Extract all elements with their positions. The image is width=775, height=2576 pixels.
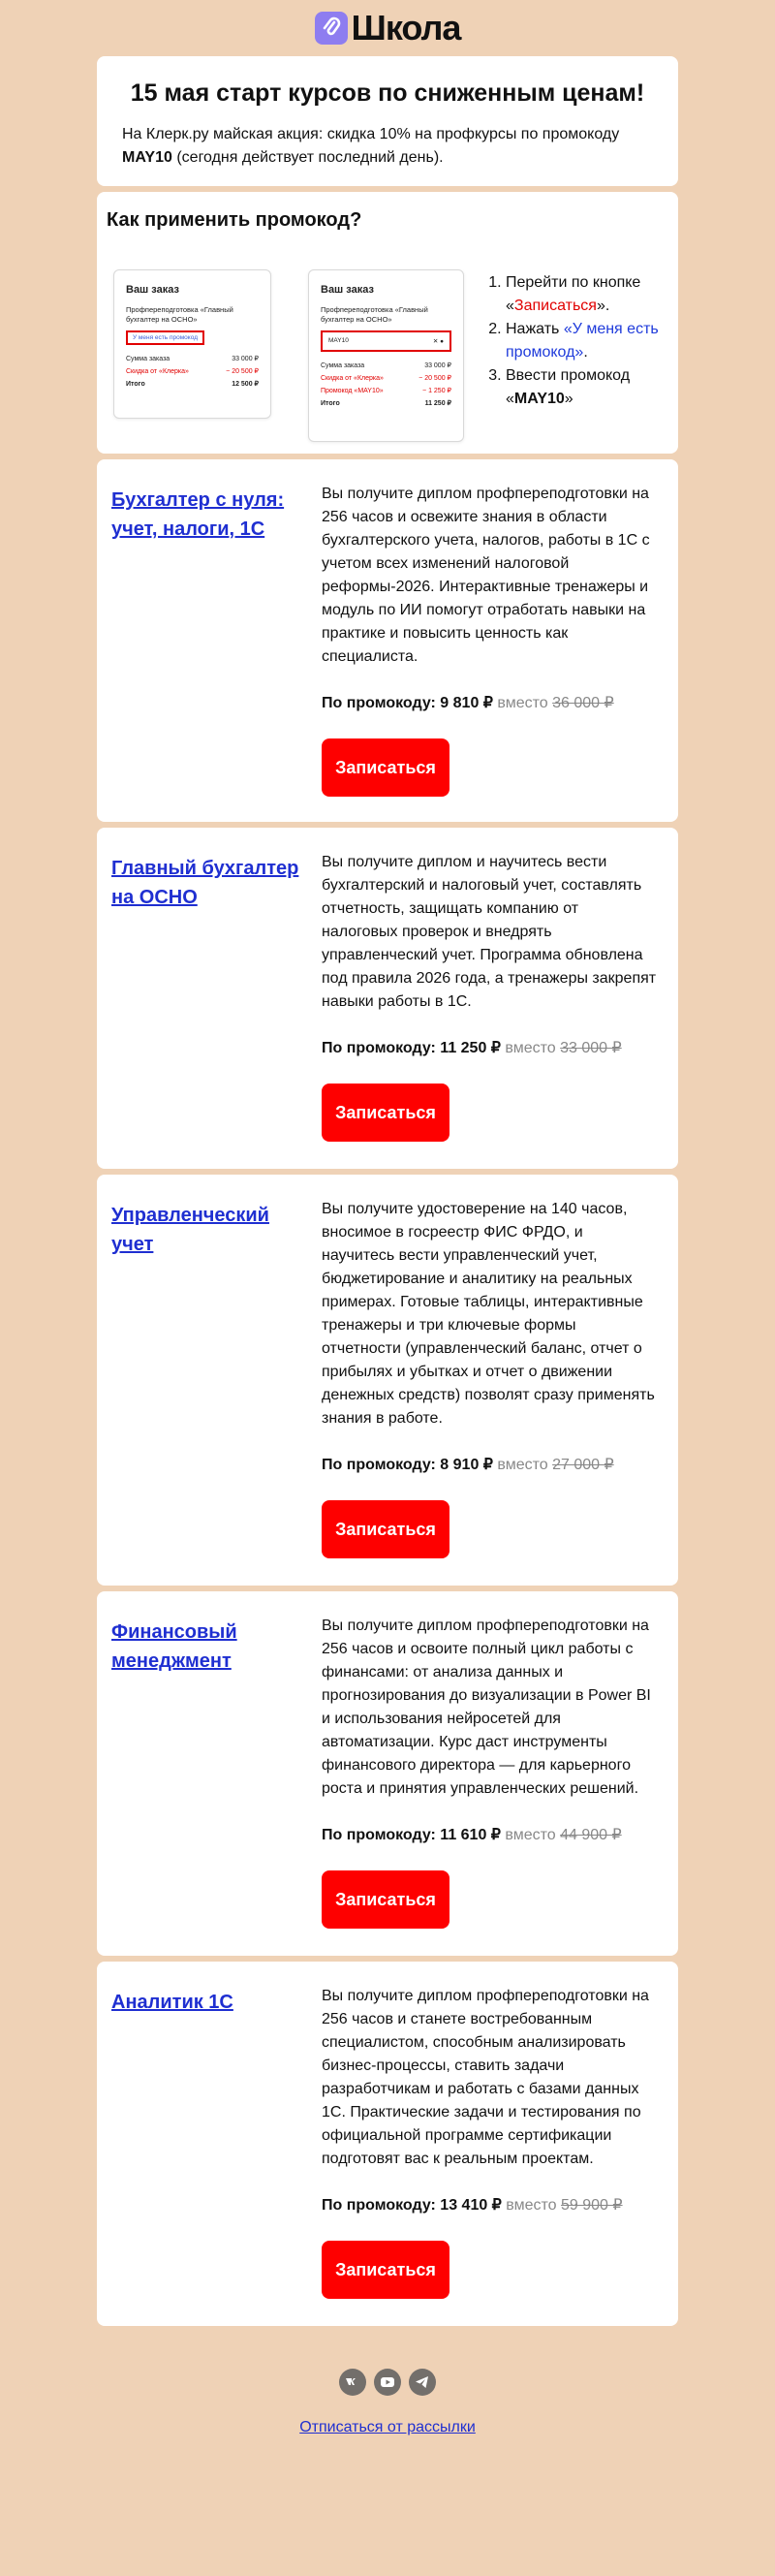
course-card <box>97 828 678 1169</box>
step-text: Нажать <box>506 321 564 337</box>
promo-text-after: (сегодня действует последний день). <box>171 149 444 166</box>
enroll-button[interactable]: Записаться <box>322 738 450 797</box>
course-card <box>97 1175 678 1586</box>
course-title-link[interactable]: Бухгалтер с нуля: учет, налоги, 1С <box>111 489 285 540</box>
course-price <box>322 692 657 715</box>
mock-row-value: 33 000 ₽ <box>232 356 259 362</box>
course-title-link[interactable]: Главный бухгалтер на ОСНО <box>111 858 299 908</box>
enroll-button[interactable]: Записаться <box>322 1084 450 1142</box>
price-label: По промокоду: <box>322 1457 441 1473</box>
mock-row-value: 12 500 ₽ <box>232 381 259 388</box>
course-price <box>322 1454 657 1477</box>
price-instead: вместо <box>500 1040 561 1056</box>
howto-step <box>506 318 690 364</box>
price-instead: вместо <box>500 1827 561 1843</box>
price-old: 36 000 ₽ <box>552 695 614 711</box>
price-label: По промокоду: <box>322 2197 441 2214</box>
course-title-link[interactable]: Финансовый менеджмент <box>111 1621 237 1672</box>
mock-row <box>126 353 259 365</box>
price-new: 11 250 ₽ <box>440 1040 501 1056</box>
step-highlight: «У меня есть промокод» <box>506 321 659 361</box>
mock-row <box>321 372 451 385</box>
mock-row-label: Скидка от «Клерка» <box>126 368 189 375</box>
mock-row-label: Итого <box>126 381 145 388</box>
enroll-button[interactable]: Записаться <box>322 1870 450 1929</box>
unsubscribe-link[interactable]: Отписаться от рассылки <box>299 2419 476 2435</box>
course-title-link[interactable]: Аналитик 1С <box>111 1992 233 2013</box>
mock-promo-input <box>321 330 451 352</box>
enroll-button[interactable]: Записаться <box>322 1500 450 1558</box>
course-card <box>97 459 678 822</box>
mock-promo-link: У меня есть промокод <box>126 330 204 345</box>
step-text: ». <box>596 298 610 314</box>
course-description: Вы получите диплом профпереподготовки на 256 часов и станете востребованным специалистом, способным анализировать бизнес-процессы, ставить задачи разработчикам и работать с базами данных 1С. Практические задачи и тестирования по официальной программе сертификации подготовят вас к реальным проектам. <box>322 1988 649 2167</box>
step-highlight: MAY10 <box>513 391 565 407</box>
course-price <box>322 1037 657 1060</box>
howto-step <box>506 364 690 411</box>
promo-title: 15 мая старт курсов по сниженным ценам! <box>130 79 645 107</box>
mock-row-value: 11 250 ₽ <box>424 400 451 407</box>
step-text: Перейти по кнопке « <box>506 274 641 314</box>
course-price <box>322 1824 657 1847</box>
order-mock-after <box>308 269 464 442</box>
mock-row-label: Скидка от «Клерка» <box>321 375 384 382</box>
course-description: Вы получите удостоверение на 140 часов, вносимое в госреестр ФИС ФРДО, и научитесь вести управленческий учет, бюджетирование и аналитику на реальных примерах. Готовые таблицы, интерактивные тренажеры и три ключевые формы отчетности (управленческий баланс, отчет о прибылях и убытках и отчет о движении денежных средств) позволят сразу применять знания в работе. <box>322 1201 655 1427</box>
step-text: . <box>583 344 588 361</box>
mock-title: Ваш заказ <box>126 284 179 296</box>
price-instead: вместо <box>492 695 553 711</box>
mock-row-label: Итого <box>321 400 340 407</box>
price-instead: вместо <box>492 1457 553 1473</box>
promo-card <box>97 56 678 186</box>
mock-row <box>321 360 451 372</box>
mock-row <box>126 365 259 378</box>
mock-row <box>126 378 259 391</box>
price-new: 9 810 ₽ <box>440 695 493 711</box>
telegram-icon[interactable] <box>409 2369 436 2396</box>
mock-row-label: Сумма заказа <box>321 362 365 369</box>
howto-step <box>506 271 690 318</box>
clear-icon: ✕ ● <box>432 338 444 345</box>
price-old: 27 000 ₽ <box>552 1457 614 1473</box>
enroll-button[interactable]: Записаться <box>322 2241 450 2299</box>
mock-row-value: − 20 500 ₽ <box>418 375 451 382</box>
price-label: По промокоду: <box>322 1040 441 1056</box>
step-text: » <box>564 391 574 407</box>
price-label: По промокоду: <box>322 695 441 711</box>
course-description: Вы получите диплом и научитесь вести бухгалтерский и налоговый учет, составлять отчетность, защищать компанию от налоговых проверок и внедрять управленческий учет. Программа обновлена под правила 2026 года, а тренажеры закрепят навыки работы в 1С. <box>322 854 657 1010</box>
mock-title: Ваш заказ <box>321 284 374 296</box>
price-old: 33 000 ₽ <box>560 1040 622 1056</box>
logo[interactable] <box>97 0 678 56</box>
price-new: 13 410 ₽ <box>440 2197 502 2214</box>
course-price <box>322 2194 657 2217</box>
course-title-link[interactable]: Управленческий учет <box>111 1205 269 1255</box>
howto-steps <box>486 271 690 411</box>
price-label: По промокоду: <box>322 1827 441 1843</box>
step-highlight: Записаться <box>513 298 597 314</box>
mock-row-label: Промокод «MAY10» <box>321 388 384 394</box>
mock-row-label: Сумма заказа <box>126 356 170 362</box>
promo-text <box>122 123 653 170</box>
price-old: 44 900 ₽ <box>560 1827 622 1843</box>
mock-row-value: − 1 250 ₽ <box>422 388 451 394</box>
youtube-icon[interactable] <box>374 2369 401 2396</box>
course-description: Вы получите диплом профпереподготовки на 256 часов и освежите знания в области бухгалтерского учета, налогов, работы в 1С с учетом всех изменений налоговой реформы-2026. Интерактивные тренажеры и модуль по ИИ помогут отработать навыки на практике и повысить ценность как специалиста. <box>322 486 650 665</box>
price-instead: вместо <box>501 2197 562 2214</box>
mock-row <box>321 397 451 410</box>
promo-code: MAY10 <box>122 149 172 166</box>
order-mock-before <box>113 269 271 419</box>
price-new: 11 610 ₽ <box>440 1827 501 1843</box>
mock-input-value: MAY10 <box>328 337 349 344</box>
social-links <box>97 2369 678 2396</box>
price-old: 59 900 ₽ <box>561 2197 623 2214</box>
mock-row-value: 33 000 ₽ <box>424 362 451 369</box>
promo-text-before: На Клерк.ру майская акция: скидка 10% на профкурсы по промокоду <box>122 126 620 142</box>
paperclip-icon <box>315 12 348 45</box>
course-description: Вы получите диплом профпереподготовки на 256 часов и освоите полный цикл работы с финансами: от анализа данных и прогнозирования до визуализации в Power BI и использования нейросетей для автоматизации. Курс даст инструменты финансового директора — для карьерного роста и принятия управленческих решений. <box>322 1618 651 1797</box>
mock-row <box>321 385 451 397</box>
mock-row-value: − 20 500 ₽ <box>226 368 259 375</box>
logo-text: Школа <box>351 8 461 47</box>
mock-course: Профпереподготовка «Главный бухгалтер на ОСНО» <box>321 305 428 324</box>
howto-card <box>97 192 678 454</box>
mock-course: Профпереподготовка «Главный бухгалтер на ОСНО» <box>126 305 233 324</box>
course-card <box>97 1962 678 2326</box>
howto-title: Как применить промокод? <box>107 209 362 231</box>
course-card <box>97 1591 678 1956</box>
price-new: 8 910 ₽ <box>440 1457 493 1473</box>
vk-icon[interactable] <box>339 2369 366 2396</box>
step-text: Ввести промокод « <box>506 367 631 407</box>
